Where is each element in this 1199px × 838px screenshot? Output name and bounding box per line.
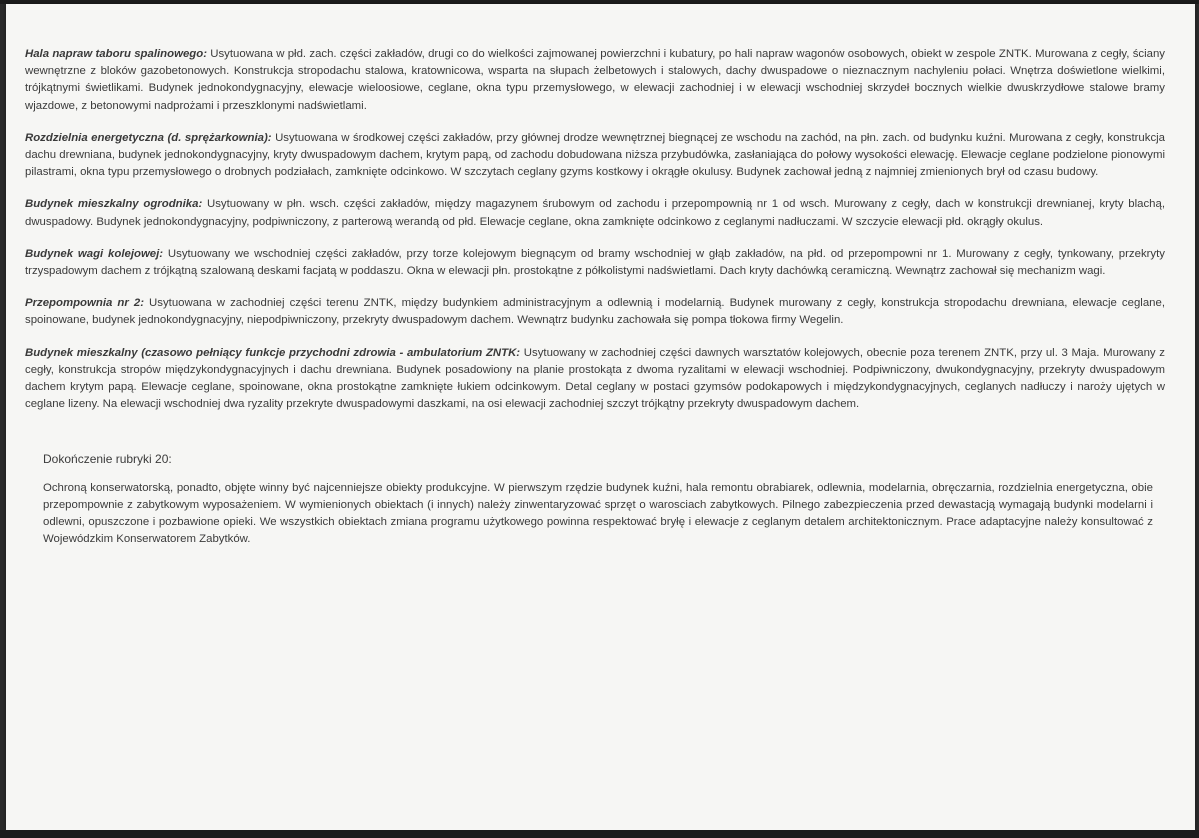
document-body [25,46,1165,548]
scan-edge-bottom [0,830,1199,838]
paragraph-text: Usytuowany w płn. wsch. części zakładów, między magazynem śrubowym od zachodu i przepompownią nr 1 od wsch. Murowany z cegły, dach w konstrukcji drewnianej, kryty blachą, dwuspadowy. Budynek jednokondygnacyjny, podpiwniczony, z parterową werandą od płd. Elewacje ceglane, okna zamknięte odcinkowo z ceglanymi nadłuczami. W szczycie elewacji płd. okrągły okulus. [25,198,1166,228]
paragraph-rozdzielnia [25,130,1165,182]
paragraph-heading: Rozdzielnia energetyczna (d. sprężarkownia): [25,131,272,144]
paragraph-text: Usytuowany we wschodniej części zakładów, przy torze kolejowym biegnącym od bramy wschodniej w głąb zakładów, na płd. od przepompowni nr 1. Murowany z cegły, tynkowany, przekryty trzyspadowym dachem z trójkątną szalowaną deskami facjatą w poddaszu. Okna w elewacji płn. prostokątne z półkolistymi nadświetlami. Dach kryty dachówką ceramiczną. Wewnątrz zachował się mechanizm wagi. [25,247,1165,278]
complement-title: Dokończenie rubryki 20: [43,452,172,467]
paragraph-heading: Przepompownia nr 2: [25,297,144,310]
paragraph-text: Usytuowana w środkowej części zakładów, przy głównej drodze wewnętrznej biegnącej ze wschodu na zachód, na płn. zach. od budynku kuźni. Murowana z cegły, konstrukcja dachu drewniana, budynek jednokondygnacyjny, kryty dwuspadowym dachem, krytym papą, od zachodu dobudowana niższa przybudówka, zasłaniająca do połowy wysokości elewację. Elewacje ceglane podzielone pionowymi pilastrami, okna typu przemysłowego o drobnych podziałach, zamknięte odcinkowo. W szczytach ceglany gzyms kostkowy i okrągłe okulusy. Budynek zachował jedną z najmniej zmienionych brył od czasu budowy. [25,131,1165,179]
paragraph-heading: Budynek mieszkalny ogrodnika: [25,198,203,211]
paragraph-budynek-ogrodnika [25,196,1165,230]
paragraph-heading: Budynek wagi kolejowej: [25,247,164,260]
paragraph-hala-napraw [25,46,1165,115]
paragraph-przepompownia [25,295,1165,329]
complement-text: Ochroną konserwatorską, ponadto, objęte winny być najcenniejsze obiekty produkcyjne. W pierwszym rzędzie budynek kuźni, hala remontu obrabiarek, odlewnia, modelarnia, obręczarnia, rozdzielnia energetyczna, obie przepompownie z zabytkowym wyposażeniem. W wymienionych obiektach (i innych) należy zinwentaryzować sprzęt o warosciach zabytkowych. Pilnego zabezpieczenia przed dewastacją wymagają budynki modelarni i odlewni, opuszczone i pozbawione opieki. We wszystkich obiektach zmiana programu użytkowego powinna respektować bryłę i elewacje z ceglanym detalem architektonicznym. Prace adaptacyjne należy konsultować z Wojewódzkim Konserwatorem Zabytków. [43,481,1153,546]
paragraph-text: Usytuowana w zachodniej części terenu ZNTK, między budynkiem administracyjnym a odlewnią i modelarnią. Budynek murowany z cegły, konstrukcja stropodachu drewniana, elewacje ceglane, spoinowane, budynek jednokondygnacyjny, niepodpiwniczony, przekryty dwuspadowym dachem. Wewnątrz budynku zachowała się pompa tłokowa firmy Wegelin. [25,297,1165,327]
paragraph-budynek-wagi [25,246,1165,280]
paragraph-heading: Budynek mieszkalny (czasowo pełniący funkcje przychodni zdrowia - ambulatorium ZNTK: [25,346,521,359]
paragraph-text: Usytuowany w zachodniej części dawnych warsztatów kolejowych, obecnie poza terenem ZNTK, przy ul. 3 Maja. Murowany z cegły, konstrukcja stropów międzykondygnacyjnych i dachu drewniana. Budynek posadowiony na planie prostokąta z dwoma ryzalitami w elewacji wschodniej. Podpiwniczony, dwukondygnacyjny, przekryty dwuspadowym dachem krytym papą. Elewacje ceglane, spoinowane, okna prostokątne zamknięte łukiem odcinkowym. Detal ceglany w postaci gzymsów podokapowych i międzykondygnacyjnych, ceglanych nadłuczy i naroży ujętych w ceglane lizeny. Na elewacji wschodniej dwa ryzality przekryte dwuspadowymi daszkami, na osi elewacji zachodniej szczyt trójkątny przekryty dwuspadowym dachem. [25,346,1165,411]
paragraph-heading: Hala napraw taboru spalinowego: [25,48,207,60]
paragraph-budynek-mieszkalny [25,345,1165,414]
paragraph-text: Usytuowana w płd. zach. części zakładów, drugi co do wielkości zajmowanej powierzchni i kubatury, po hali napraw wagonów osobowych, obiekt w zespole ZNTK. Murowana z cegły, ściany wewnętrzne z bloków gazobetonowych. Konstrukcja stropodachu stalowa, kratownicowa, wsparta na słupach żelbetowych i stalowych, dachy dwuspadowe o nieznacznym nachyleniu połaci. Wnętrza doświetlone wielkimi, trójkątnymi świetlikami. Budynek jednokondygnacyjny, elewacje wieloosiowe, ceglane, okna typu przemysłowego, w elewacji zachodniej i w elewacji wschodniej skrzydeł bocznych wielkie dwuskrzydłowe stalowe bramy wjazdowe, z betonowymi nadprożami i przeszklonymi nadświetlami. [25,48,1165,112]
section-gap [25,428,1165,451]
